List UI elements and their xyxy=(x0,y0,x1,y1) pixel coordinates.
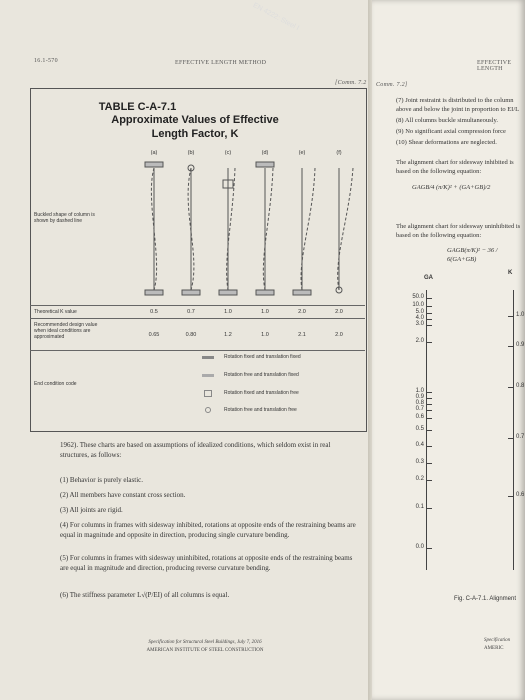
legend-item: Rotation fixed and translation fixed xyxy=(224,354,301,360)
end-condition-legend xyxy=(200,352,360,422)
free-free-icon xyxy=(205,407,211,413)
k-tick-mark xyxy=(508,496,514,497)
body-intro: 1962). These charts are based on assumptions of idealized conditions, which seldom exist in real structures, as follows: xyxy=(60,441,331,459)
ga-tick-mark xyxy=(426,508,432,509)
theoretical-values xyxy=(135,309,360,317)
k-value: 2.0 xyxy=(298,309,306,315)
k-tick-mark xyxy=(508,316,514,317)
k-value: 2.1 xyxy=(298,332,306,338)
right-comm-tab: Comm. 7.2] xyxy=(376,82,408,88)
ga-tick-mark xyxy=(426,392,432,393)
k-value: 1.0 xyxy=(261,332,269,338)
row-divider xyxy=(30,305,365,306)
k-value: 0.7 xyxy=(187,309,195,315)
corner-label: EN 4222: Steel I xyxy=(251,2,301,33)
ga-tick-label: 3.0 xyxy=(415,321,424,327)
ga-tick-mark xyxy=(426,410,432,411)
row-divider xyxy=(30,318,365,319)
right-footer-line1: Specification xyxy=(484,638,511,643)
ga-tick-label: 0.1 xyxy=(415,504,424,510)
right-item: (8) All columns buckle simultaneously. xyxy=(396,117,498,124)
page-number: 16.1-570 xyxy=(34,58,58,64)
k-label: K xyxy=(508,270,513,276)
right-footer-line2: AMERIC xyxy=(484,646,504,651)
body-item: (1) Behavior is purely elastic. xyxy=(60,476,144,484)
ga-tick-mark xyxy=(426,548,432,549)
ga-tick-label: 0.2 xyxy=(415,476,424,482)
footer-line1: Specification for Structural Steel Buildings, July 7, 2016 xyxy=(148,640,262,645)
right-para1: The alignment chart for sidesway inhibited is based on the following equation: xyxy=(396,159,514,175)
running-header: EFFECTIVE LENGTH METHOD xyxy=(175,60,267,66)
k-tick-label: 0.6 xyxy=(516,492,525,498)
column-letters xyxy=(135,150,360,160)
k-scale-line xyxy=(513,290,514,570)
ga-tick-mark xyxy=(426,404,432,405)
buckled-shape-diagrams xyxy=(135,160,360,300)
right-eq2: GAGB(π/K)² − 36 / 6(GA+GB) xyxy=(447,247,498,263)
ga-label: GA xyxy=(424,275,433,281)
right-page xyxy=(372,0,525,700)
ga-tick-label: 0.6 xyxy=(415,414,424,420)
right-item: (7) Joint restraint is distributed to the column above and below the joint in proportion to EI/L xyxy=(396,97,519,113)
recommended-values xyxy=(135,332,360,340)
ga-tick-mark xyxy=(426,463,432,464)
k-tick-label: 0.7 xyxy=(516,434,525,440)
col-letter: (c) xyxy=(224,150,232,156)
recommended-label: Recommended design value when ideal conditions are approximated xyxy=(34,322,98,340)
right-item: (9) No significant axial compression force xyxy=(396,128,506,135)
figure-caption: Fig. C-A-7.1. Alignment xyxy=(454,596,517,602)
free-fixed-icon xyxy=(202,374,214,377)
end-condition-label: End condition code xyxy=(34,381,77,387)
table-label: TABLE C-A-7.1 xyxy=(98,101,177,113)
body-item: (6) The stiffness parameter L√(P/EI) of all columns is equal. xyxy=(60,591,230,599)
ga-tick-label: 0.5 xyxy=(415,426,424,432)
right-para2: The alignment chart for sidesway uninhibited is based on the following equation: xyxy=(396,223,521,239)
body-item: (3) All joints are rigid. xyxy=(60,506,123,514)
right-item: (10) Shear deformations are neglected. xyxy=(396,139,497,146)
table-title-line1: Approximate Values of Effective xyxy=(111,114,279,126)
right-eq1: GAGB/4 (π/K)² + (GA+GB)/2 xyxy=(412,184,491,191)
fixed-free-icon xyxy=(204,390,212,397)
ga-tick-label: 0.7 xyxy=(415,406,424,412)
col-letter: (b) xyxy=(187,150,195,156)
k-tick-mark xyxy=(508,438,514,439)
ga-tick-mark xyxy=(426,446,432,447)
ga-tick-mark xyxy=(426,398,432,399)
col-letter: (e) xyxy=(298,150,306,156)
k-value: 0.65 xyxy=(148,332,160,338)
legend-item: Rotation free and translation fixed xyxy=(224,372,299,378)
ga-tick-mark xyxy=(426,430,432,431)
k-tick-mark xyxy=(508,387,514,388)
k-tick-label: 0.9 xyxy=(516,342,525,348)
body-item: (4) For columns in frames with sidesway inhibited, rotations at opposite ends of the restraining beams are equal in magnitude and opposite in direction, producing single curvature bending. xyxy=(60,521,356,539)
right-running-header: EFFECTIVE LENGTH xyxy=(477,60,512,72)
ga-tick-label: 10.0 xyxy=(412,302,424,308)
ga-tick-label: 0.3 xyxy=(415,459,424,465)
col-letter: (d) xyxy=(261,150,269,156)
k-value: 1.0 xyxy=(224,309,232,315)
col-letter: (f) xyxy=(336,150,342,156)
ga-tick-label: 0.4 xyxy=(415,442,424,448)
k-value: 0.80 xyxy=(185,332,197,338)
ga-tick-label: 4.0 xyxy=(415,315,424,321)
k-tick-label: 0.8 xyxy=(516,383,525,389)
k-value: 1.0 xyxy=(261,309,269,315)
k-value: 0.5 xyxy=(150,309,158,315)
ga-tick-label: 0.0 xyxy=(415,544,424,550)
k-value: 1.2 xyxy=(224,332,232,338)
ga-tick-label: 0.9 xyxy=(415,394,424,400)
k-tick-mark xyxy=(508,346,514,347)
ga-tick-mark xyxy=(426,480,432,481)
row-divider xyxy=(30,350,365,351)
table-title-line2: Length Factor, K xyxy=(151,128,239,140)
theoretical-label: Theoretical K value xyxy=(34,309,77,315)
ga-tick-mark xyxy=(426,313,432,314)
ga-tick-mark xyxy=(426,298,432,299)
buckled-shape-label: Buckled shape of column is shown by dashed line xyxy=(34,212,95,224)
ga-tick-label: 2.0 xyxy=(415,338,424,344)
ga-tick-mark xyxy=(426,306,432,307)
ga-tick-label: 5.0 xyxy=(415,309,424,315)
body-item: (2) All members have constant cross section. xyxy=(60,491,186,499)
ga-tick-label: 1.0 xyxy=(415,388,424,394)
ga-tick-mark xyxy=(426,319,432,320)
legend-item: Rotation free and translation free xyxy=(224,407,297,413)
body-item: (5) For columns in frames with sidesway uninhibited, rotations at opposite ends of the restraining beams are equal in magnitude and direction, producing reverse curvature bending. xyxy=(60,554,353,572)
comm-tab: [Comm. 7.2 xyxy=(335,80,367,86)
ga-tick-mark xyxy=(426,325,432,326)
k-tick-label: 1.0 xyxy=(516,312,525,318)
footer-line2: AMERICAN INSTITUTE OF STEEL CONSTRUCTION xyxy=(146,648,264,653)
ga-tick-mark xyxy=(426,342,432,343)
legend-item: Rotation fixed and translation free xyxy=(224,390,299,396)
ga-tick-label: 50.0 xyxy=(412,294,424,300)
k-value: 2.0 xyxy=(335,332,343,338)
col-letter: (a) xyxy=(150,150,158,156)
ga-tick-mark xyxy=(426,418,432,419)
k-value: 2.0 xyxy=(335,309,343,315)
fixed-fixed-icon xyxy=(202,356,214,359)
ga-tick-label: 0.8 xyxy=(415,400,424,406)
